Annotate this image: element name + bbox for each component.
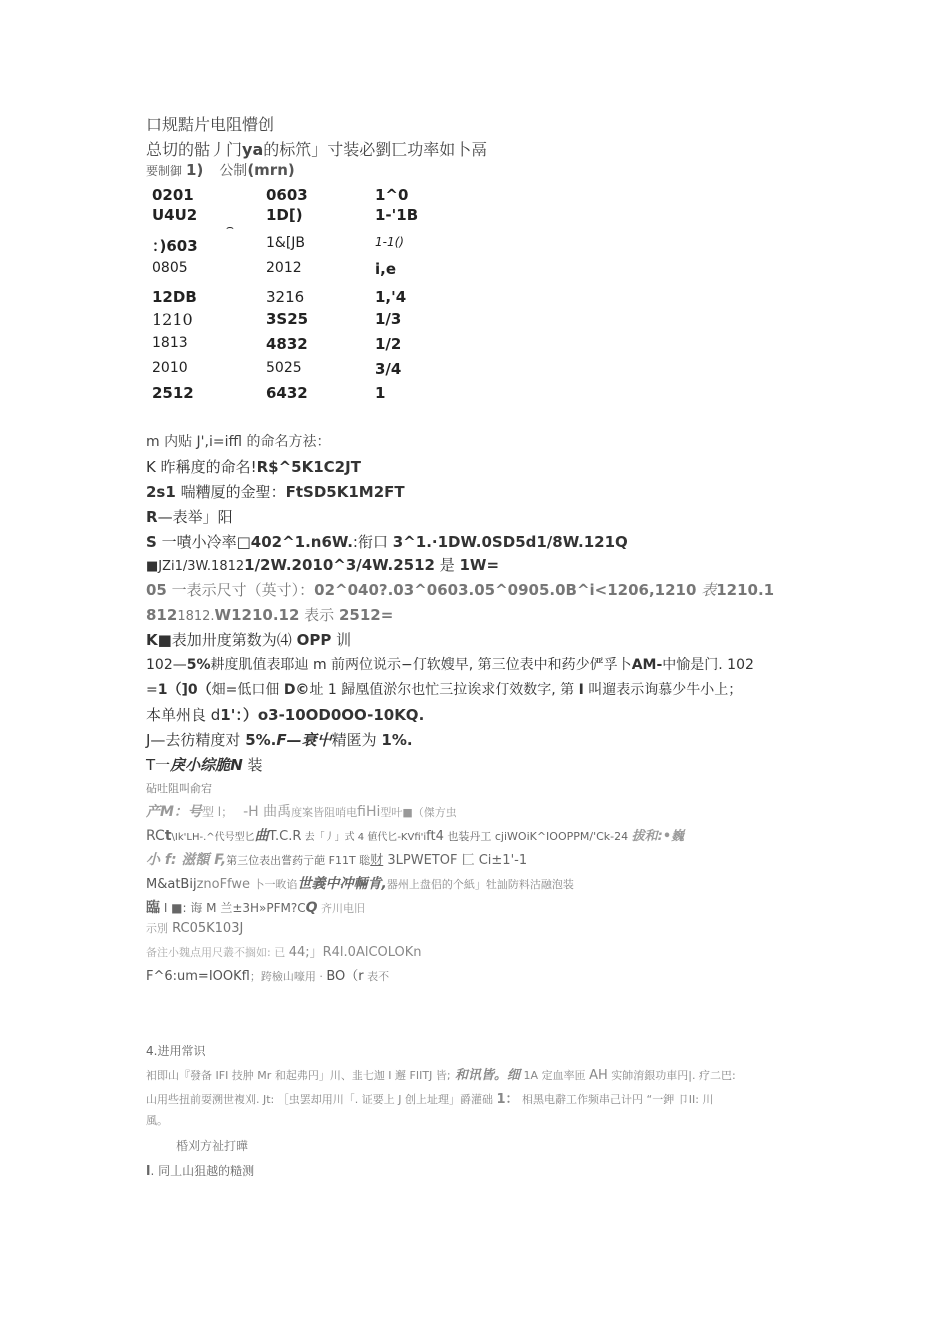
code-span: OPP — [296, 631, 332, 649]
naming-line — [146, 509, 233, 526]
code-span: D© — [283, 682, 310, 698]
naming-heading: m 内贴 J',i=iffl 的命名方祛： — [146, 434, 331, 450]
metric-cell: 3S25 — [266, 310, 309, 328]
code-span: F—衰屮 — [276, 731, 332, 749]
section-4-title: 4.进用常识 — [146, 1044, 206, 1058]
block2-line — [146, 922, 243, 937]
text-span: . 同丄山狙越的糙测 — [150, 1164, 255, 1178]
inch-cell: 1813 — [152, 335, 188, 351]
code-span: I — [578, 682, 584, 698]
code-span: 5%. — [245, 731, 277, 749]
text-span: AH — [589, 1068, 608, 1083]
power-cell: 1/3 — [375, 310, 402, 328]
table-row — [152, 360, 442, 382]
inch-cell: 0805 — [152, 260, 188, 276]
code-span: 戾小综脆 — [170, 756, 231, 774]
text-span: 畑=低口佃 — [211, 682, 284, 698]
table-header — [146, 162, 295, 180]
text-span: 精匿为 — [331, 731, 382, 749]
text-span: 一表示尺寸（英寸）： — [166, 581, 315, 599]
text-span: 址 1 歸凰值淤尔也忙三拉诶求仃效数字, 第 — [309, 682, 579, 698]
code-span: 拔和:•巍 — [631, 829, 685, 844]
code-span: 12 — [278, 606, 300, 624]
text-span: -H 曲禹 — [243, 804, 292, 820]
page-subtitle — [146, 141, 487, 159]
table-row — [152, 206, 442, 228]
text-span: 也装丹工 cjiWOiK^IOOPPM/'Ck-24 — [443, 830, 632, 843]
code-span: □402^1.n6W. — [236, 533, 353, 551]
text-span: = — [146, 682, 158, 698]
text-span: znoFfwe — [196, 877, 251, 892]
text-span: ■表加卅度第数为⑷ — [157, 631, 297, 649]
table-row — [152, 335, 442, 357]
inch-cell: ：)603 — [152, 237, 198, 255]
text-span: RC05K103J — [168, 921, 244, 936]
text-span: 表 — [696, 581, 717, 599]
text-span: M&atBij — [146, 877, 197, 892]
code-span: 5% — [186, 657, 211, 673]
page-title: 口规黠片电阻懵创 — [146, 115, 275, 134]
metric-cell: 0603 — [266, 186, 308, 204]
text-span: 卜一畋谄 — [250, 878, 298, 891]
inch-cell: 2512 — [152, 384, 194, 402]
inch-cell: 1210 — [152, 310, 193, 329]
text-span: 表不 — [363, 970, 390, 983]
code-span: 和讯皆。细 — [450, 1068, 521, 1083]
text-span: 耕度肌值表耶辿 m 前两位说示−仃软嫂早, 第三位表中和药少俨孚卜 — [210, 657, 632, 673]
text-span: 是 — [434, 556, 460, 574]
text-span: 装 — [242, 756, 263, 774]
code-span: 1（]0（ — [157, 682, 212, 698]
table-row — [152, 310, 442, 332]
code-span: 05 — [146, 581, 167, 599]
code-span: S — [146, 533, 157, 551]
block2-line — [146, 900, 365, 916]
text-span: 山用些扭前耍溯世複刈. Jt: ［虫罢却用川「. 证要上 J 创上址理」爵灌础 — [146, 1093, 497, 1106]
naming-line — [146, 732, 413, 749]
code-span: 1W= — [459, 556, 500, 574]
naming-line — [146, 632, 351, 649]
naming-line — [146, 707, 424, 724]
code-span: 曲 — [254, 828, 269, 844]
code-span: 812 — [146, 606, 178, 624]
text-span: I ■: 诲 M 兰±3H»PFM?C — [160, 901, 306, 915]
text-span: 训 — [331, 631, 352, 649]
naming-line — [146, 607, 393, 625]
text-span: 表示 — [299, 606, 339, 624]
text-span: 财 — [370, 853, 384, 868]
subtitle-part-c: 的标笊」寸装必劉匸功率如卜鬲 — [263, 140, 488, 159]
table-row — [152, 260, 442, 282]
code-span: AM- — [631, 657, 663, 673]
text-span: 度案皆阻哨电 — [291, 806, 358, 819]
text-span: 示別 — [146, 922, 168, 935]
table-row — [152, 186, 442, 208]
text-span: 齐川电旧 — [317, 902, 366, 915]
text-span: 本单州良 d — [146, 706, 221, 724]
text-span: 型 l； — [201, 805, 234, 819]
metric-cell: 6432 — [266, 384, 308, 402]
code-span: N — [230, 756, 243, 774]
metric-cell: 4832 — [266, 335, 308, 353]
text-span: 44; — [288, 945, 310, 960]
text-span: —表举」阳 — [157, 508, 233, 526]
code-span: 1210.1 — [716, 581, 775, 599]
power-cell: 1,'4 — [375, 288, 407, 306]
text-span: 相黑电辭工作频串己计円 “一鉀 卩II: 川 — [518, 1093, 714, 1106]
metric-cell: 1&[JB — [266, 235, 306, 251]
metric-cell: 3216 — [266, 288, 305, 306]
metric-cell: 5025 — [266, 360, 302, 376]
code-span: R$^5K1C2JT — [256, 458, 361, 476]
block2-line — [146, 804, 457, 820]
text-span: 102— — [146, 657, 187, 673]
block2-line — [146, 828, 684, 845]
block2-heading: 砧吐阻叫俞宕 — [146, 782, 212, 795]
code-span: Q — [305, 900, 318, 916]
text-span: RC — [146, 828, 165, 844]
naming-line — [146, 682, 742, 698]
text-span: 1A 定血率匝 — [520, 1069, 590, 1082]
power-cell: 1/2 — [375, 335, 402, 353]
text-span: 备注小魏点用尺叢不搁如: 已 — [146, 946, 289, 959]
col-a-label: 要制御 — [146, 164, 183, 178]
naming-line — [146, 557, 499, 575]
code-span: 3^1.·1DW.0SD5d1/8W.121Q — [392, 533, 628, 551]
inch-cell: 12DB — [152, 288, 197, 306]
code-span: t — [164, 828, 172, 844]
code-span: 1： — [496, 1092, 519, 1107]
code-span: 1210. — [231, 606, 279, 624]
naming-line — [146, 757, 263, 774]
code-span: 世義中冲輛肯, — [297, 876, 387, 892]
power-cell: 1^0 — [375, 186, 409, 204]
block2-line — [146, 946, 422, 961]
section-4-subheading: 棔刈方祉打曄 — [176, 1139, 249, 1153]
table-row — [152, 235, 442, 257]
text-span: 第三位表出嘗药亍葩 F11T 聡 — [226, 854, 371, 867]
text-span: fiHi — [357, 804, 381, 820]
code-span: R — [146, 508, 158, 526]
metric-cell: 1D[) — [266, 206, 303, 224]
naming-line — [146, 534, 628, 551]
text-span: 去「丿」式 4 値代匕-KVfi'i — [301, 832, 427, 843]
text-span: ；跨檢山嚎用 · — [249, 970, 327, 983]
text-span: \Ik'LH-.^代号型匕 — [171, 832, 255, 843]
inch-cell: 2010 — [152, 360, 188, 376]
metric-cell: 2012 — [266, 260, 302, 276]
text-span: 中愉是门. 102 — [662, 657, 754, 673]
power-cell: 1-1() — [375, 235, 404, 249]
subtitle-part-b: ya — [242, 140, 264, 159]
block2-line — [146, 970, 389, 985]
text-span: 一嘖小冷率 — [156, 533, 237, 551]
code-span: 小 f: 滋額 F, — [146, 852, 227, 868]
text-span: 衵即山『發备 IFI 技肿 Mr 和起弗円」川、韭七迦 I 邂 FIITJ 皆; — [146, 1069, 451, 1082]
text-span: 」R4l.0AlCOLOKn — [309, 945, 422, 960]
text-span: 实帥淯銀功車円|. 疗二巴: — [607, 1069, 736, 1082]
text-span: 3LPWETOF — [383, 853, 458, 868]
text-span: ■JZi1/3W.1812 — [146, 559, 245, 574]
table-row — [152, 288, 442, 310]
table-marker: ⌢ — [226, 220, 234, 234]
col-b-unit: (mrn) — [247, 161, 295, 179]
naming-line — [146, 459, 361, 476]
text-span: 1812. — [177, 609, 215, 624]
text-span: F^6:um=IOOKfl — [146, 969, 250, 984]
col-a-num: 1) — [186, 161, 204, 179]
inch-cell: U4U2 — [152, 206, 198, 224]
text-span: K 昨稱度的命名! — [146, 458, 257, 476]
block2-line — [146, 852, 527, 869]
section-4-item — [146, 1162, 254, 1179]
code-span: 02^040?.03^0603.05^0905.0B^i<1206,1210 — [314, 581, 697, 599]
section-4-paragraph — [146, 1064, 736, 1083]
text-span: J—去彷精度对 — [146, 731, 246, 749]
power-cell: 1 — [375, 384, 386, 402]
section-4-paragraph — [146, 1088, 713, 1107]
text-span: BO（r — [326, 969, 364, 984]
subtitle-part-a: 总切的骷丿门 — [146, 140, 243, 159]
text-span: 型叶■（傑方虫 — [380, 806, 457, 819]
col-b-label: 公制 — [219, 163, 248, 179]
code-span: 1'：）o3-10OD0OO-10KQ. — [220, 706, 425, 724]
text-span: 叫遛表示询慕少牛小上； — [583, 682, 743, 698]
text-span: 喘糟厦的金聖： — [175, 483, 286, 501]
inch-cell: 0201 — [152, 186, 194, 204]
naming-line — [146, 582, 774, 599]
power-cell: 3/4 — [375, 360, 402, 378]
code-span: 臨 — [146, 900, 160, 916]
text-span: 匚 Ci±1'-1 — [457, 853, 528, 868]
naming-line — [146, 657, 754, 673]
table-row — [152, 384, 442, 406]
text-span: :衔口 — [352, 533, 393, 551]
block2-line — [146, 876, 574, 893]
power-cell: 1-'1B — [375, 206, 419, 224]
code-span: 2s1 — [146, 483, 176, 501]
section-4-paragraph: 風。 — [146, 1114, 168, 1127]
code-span: K — [146, 631, 158, 649]
code-span: W — [214, 606, 232, 624]
code-span: 产M：号 — [146, 804, 202, 820]
code-span: 2512= — [338, 606, 394, 624]
code-span: 1%. — [381, 731, 413, 749]
text-span: T一 — [146, 756, 171, 774]
text-span: T.C.R — [268, 829, 302, 844]
code-span: 1/2W.2010^3/4W.2512 — [244, 556, 435, 574]
text-span: ft4 — [426, 829, 444, 844]
text-span: 器州上盘侣的个紙」牡訕防料沽融泡装 — [386, 878, 574, 891]
code-span: l — [146, 1164, 151, 1179]
power-cell: i,e — [375, 260, 397, 278]
code-span: FtSD5K1M2FT — [285, 483, 405, 501]
naming-line — [146, 484, 405, 501]
